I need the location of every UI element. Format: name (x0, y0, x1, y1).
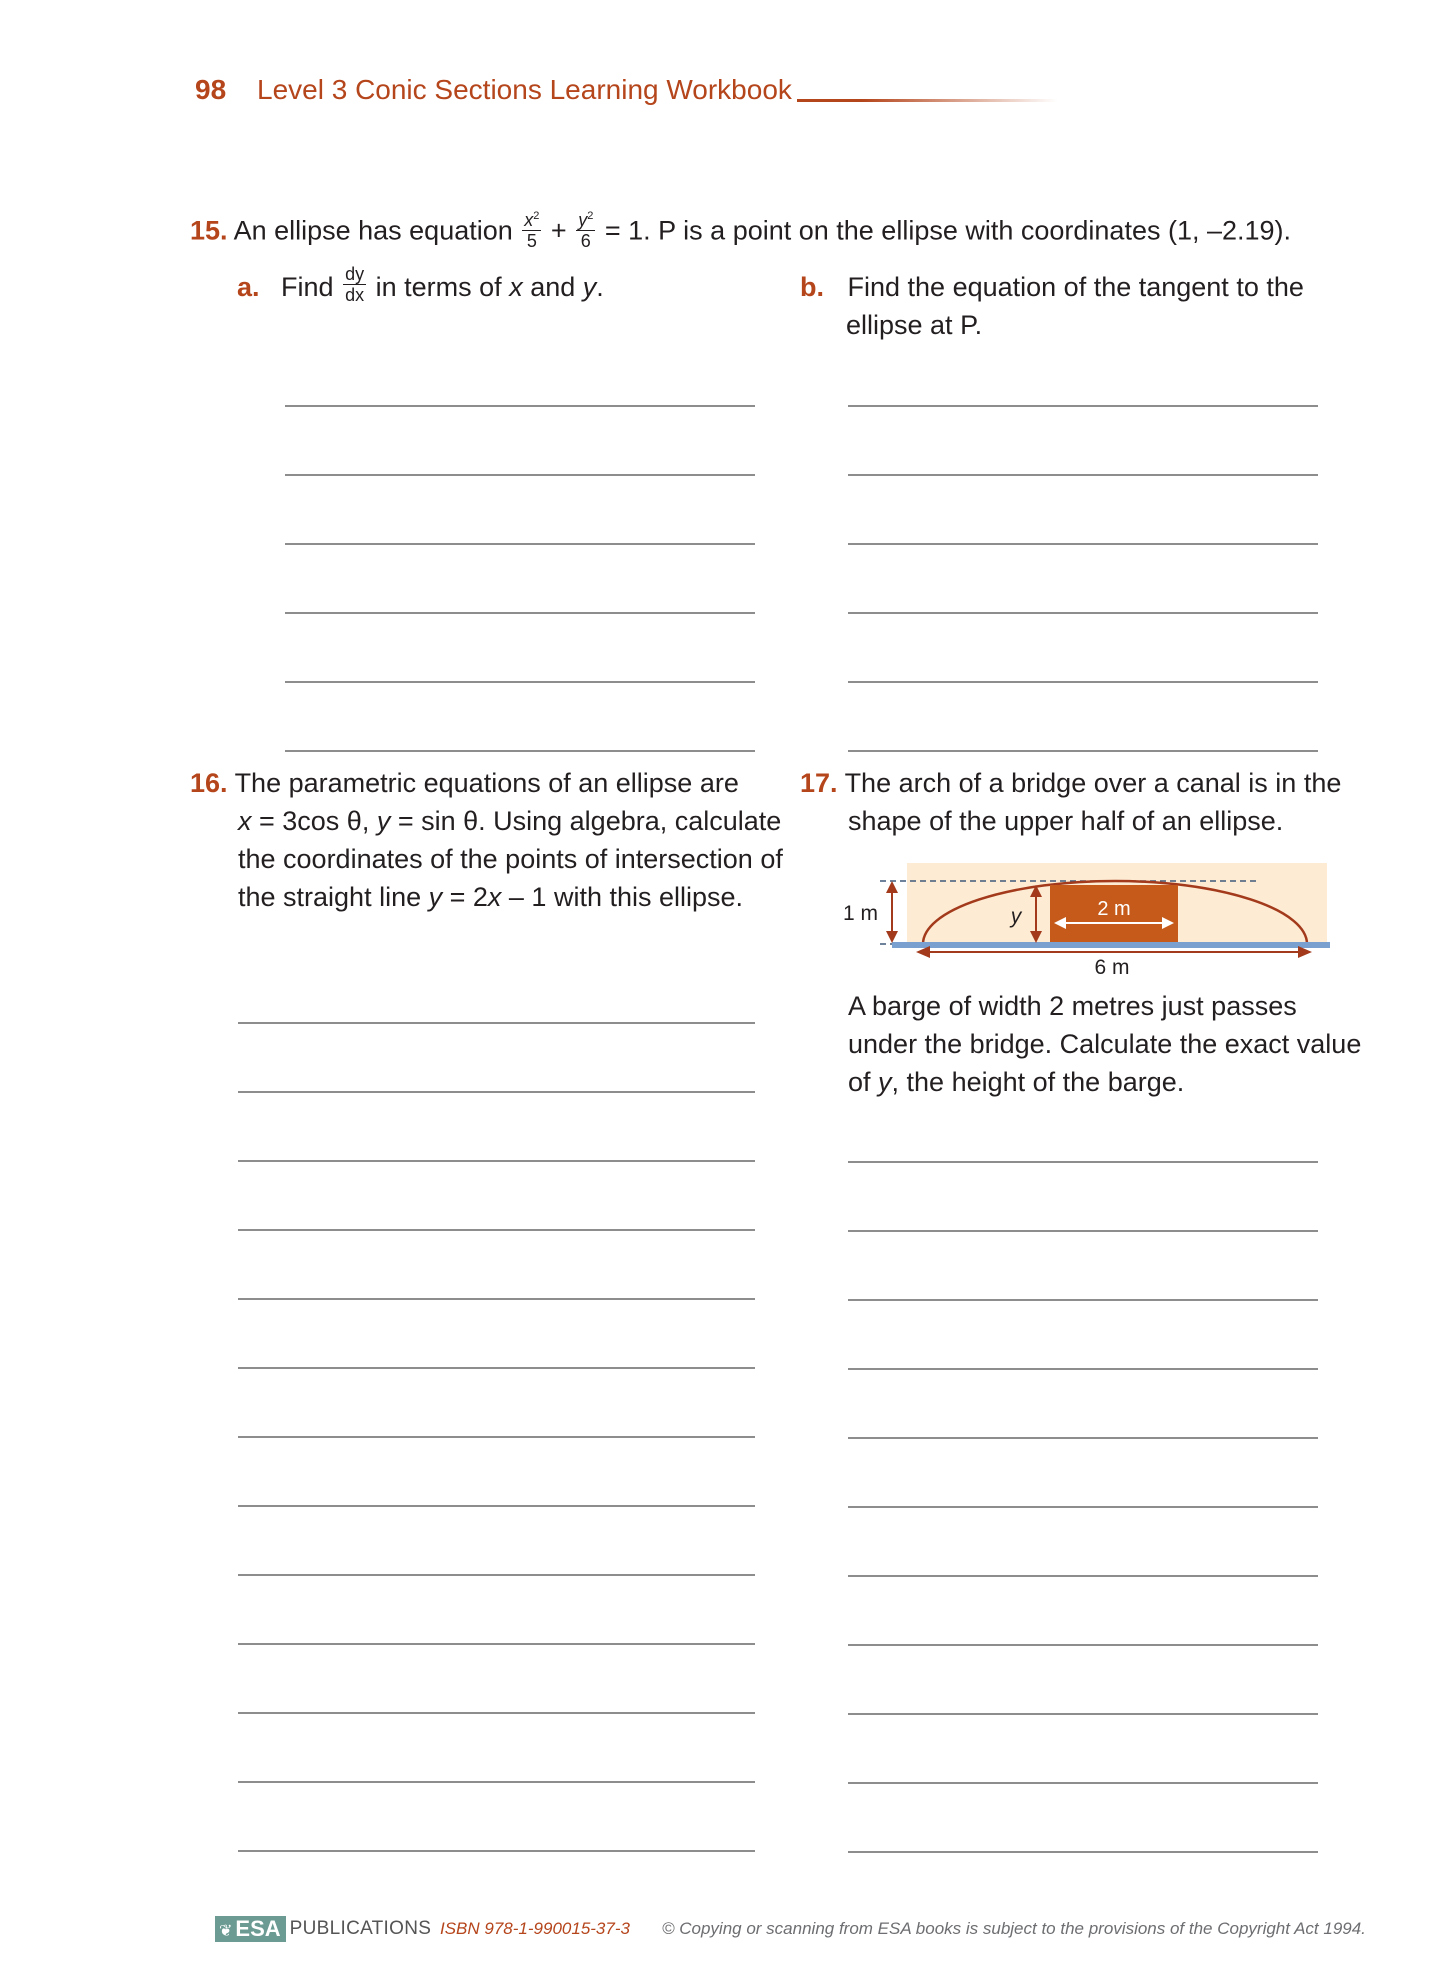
fraction-dy-dx: $\frac{dy}{dx}$ (345, 264, 365, 306)
book-title: Level 3 Conic Sections Learning Workbook (257, 74, 792, 105)
header-rule (797, 99, 1057, 102)
copyright-notice: © Copying or scanning from ESA books is subject to the provisions of the Copyright Act 1994. (662, 1919, 1366, 1938)
esa-logo-mark: ❦ ESA (215, 1916, 286, 1942)
answer-line[interactable] (848, 612, 1318, 614)
question-17: 17. The arch of a bridge over a canal is in the shape of the upper half of an ellipse. (800, 768, 1342, 836)
answer-line[interactable] (848, 1782, 1318, 1784)
answer-line[interactable] (848, 1713, 1318, 1715)
answer-line[interactable] (238, 1850, 755, 1852)
plus-sign: + (550, 215, 567, 246)
question-16-number: 16. (190, 768, 228, 798)
publisher-logo (215, 1916, 431, 1942)
height-label: 1 m (842, 902, 878, 925)
question-17-number: 17. (800, 768, 838, 798)
answer-line[interactable] (285, 612, 755, 614)
answer-line[interactable] (238, 1022, 755, 1024)
answer-line[interactable] (238, 1712, 755, 1714)
arrowhead-up (886, 881, 898, 893)
question-15a-label: a. (237, 272, 260, 302)
answer-line[interactable] (848, 1851, 1318, 1853)
leaf-icon: ❦ (219, 1923, 233, 1940)
question-15-text-before: An ellipse has equation (233, 215, 513, 246)
answer-line[interactable] (848, 1299, 1318, 1301)
answer-line[interactable] (848, 543, 1318, 545)
answer-line[interactable] (238, 1436, 755, 1438)
answer-line[interactable] (848, 1506, 1318, 1508)
answer-line[interactable] (848, 1575, 1318, 1577)
question-16: 16. The parametric equations of an ellipse are x = 3cos θ, y = sin θ. Using algebra, calculate the coordinates of the points of intersection of the straight line y = 2x – 1 with this ellipse. (190, 768, 783, 912)
answer-line[interactable] (848, 474, 1318, 476)
answer-line[interactable] (285, 543, 755, 545)
bridge-diagram (840, 855, 1340, 975)
answer-line[interactable] (848, 750, 1318, 752)
answer-line[interactable] (238, 1091, 755, 1093)
answer-line[interactable] (848, 1368, 1318, 1370)
question-15b-label: b. (800, 272, 824, 302)
answer-line[interactable] (848, 681, 1318, 683)
answer-line[interactable] (238, 1643, 755, 1645)
answer-line[interactable] (238, 1160, 755, 1162)
answer-line[interactable] (848, 1161, 1318, 1163)
question-15b: b. Find the equation of the tangent to the ellipse at P. (800, 272, 1304, 340)
question-15-number: 15. (190, 215, 228, 246)
answer-line[interactable] (238, 1574, 755, 1576)
question-15 (190, 210, 1291, 255)
barge-height-label: y (1010, 905, 1022, 928)
answer-line[interactable] (848, 405, 1318, 407)
answer-line[interactable] (285, 750, 755, 752)
question-15a: a. Find $\frac{dy}{dx}$ in terms of x and y. (237, 264, 604, 306)
fraction-x2-over-5: $\frac{x^2}{5}$ (522, 206, 541, 251)
answer-line[interactable] (238, 1229, 755, 1231)
question-17-continued: A barge of width 2 metres just passes under the bridge. Calculate the exact value of y, the height of the barge. (848, 991, 1362, 1097)
answer-line[interactable] (285, 405, 755, 407)
fraction-y2-over-6: $\frac{y^2}{6}$ (576, 206, 595, 251)
answer-line[interactable] (238, 1505, 755, 1507)
span-label: 6 m (1094, 956, 1130, 975)
answer-line[interactable] (848, 1230, 1318, 1232)
question-15-text-after: = 1. P is a point on the ellipse with coordinates (1, –2.19). (604, 215, 1292, 246)
publisher-name: PUBLICATIONS (289, 1918, 432, 1939)
answer-line[interactable] (238, 1367, 755, 1369)
answer-line[interactable] (285, 681, 755, 683)
answer-line[interactable] (848, 1644, 1318, 1646)
answer-line[interactable] (848, 1437, 1318, 1439)
answer-line[interactable] (238, 1298, 755, 1300)
barge-width-label: 2 m (1097, 898, 1131, 920)
arrowhead-down (886, 931, 898, 943)
isbn: ISBN 978-1-990015-37-3 (440, 1919, 630, 1938)
answer-line[interactable] (238, 1781, 755, 1783)
page-number: 98 (195, 74, 227, 105)
answer-line[interactable] (285, 474, 755, 476)
